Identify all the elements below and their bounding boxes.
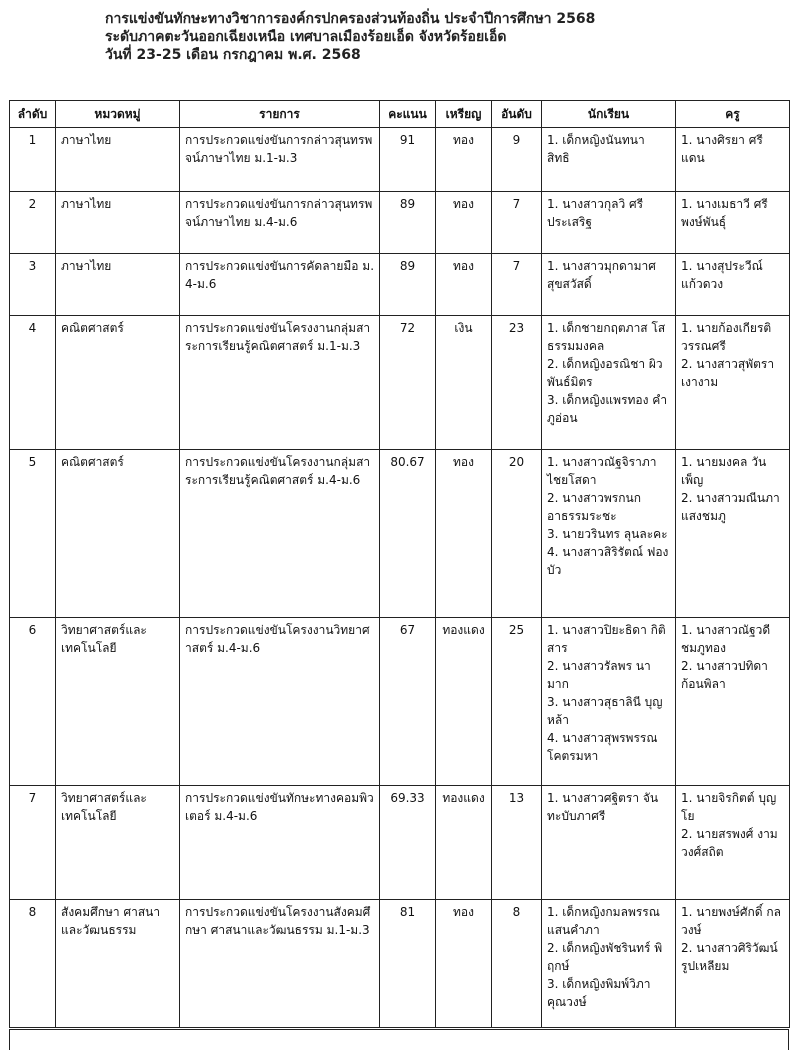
col-header-no: ลำดับ <box>10 101 56 128</box>
cell-no: 7 <box>10 786 56 900</box>
cell-students <box>542 192 676 254</box>
results-table <box>9 100 790 1028</box>
cell-medal: เงิน <box>436 316 492 450</box>
cell-score: 81 <box>380 900 436 1028</box>
teacher-name: 2. นายสรพงศ์ งามวงศ์สถิต <box>681 827 778 859</box>
cell-category: วิทยาศาสตร์และเทคโนโลยี <box>56 786 180 900</box>
cell-students <box>542 900 676 1028</box>
cell-category: คณิตศาสตร์ <box>56 450 180 618</box>
table-row <box>10 618 790 786</box>
table-row <box>10 316 790 450</box>
cell-rank: 25 <box>492 618 542 786</box>
cell-medal: ทอง <box>436 254 492 316</box>
cell-score: 67 <box>380 618 436 786</box>
student-name: 2. เด็กหญิงอรณิชา ผิวพันธ์มิตร <box>547 357 663 389</box>
cell-teachers <box>676 192 790 254</box>
cell-medal: ทอง <box>436 128 492 192</box>
teacher-name: 1. นายจิรกิตต์ บุญโย <box>681 791 777 823</box>
cell-rank: 13 <box>492 786 542 900</box>
teacher-name: 1. นายก้องเกียรติ วรรณศรี <box>681 321 772 353</box>
cell-score: 89 <box>380 254 436 316</box>
cell-teachers <box>676 128 790 192</box>
header-date: วันที่ 23-25 เดือน กรกฎาคม พ.ศ. 2568 <box>105 47 361 63</box>
cell-medal: ทองแดง <box>436 618 492 786</box>
cell-no: 3 <box>10 254 56 316</box>
cell-score: 89 <box>380 192 436 254</box>
col-header-score: คะแนน <box>380 101 436 128</box>
cell-item: การประกวดแข่งขันการคัดลายมือ ม.4-ม.6 <box>180 254 380 316</box>
table-row <box>10 786 790 900</box>
cell-teachers <box>676 618 790 786</box>
cell-rank: 7 <box>492 192 542 254</box>
cell-teachers <box>676 900 790 1028</box>
cell-score: 69.33 <box>380 786 436 900</box>
student-name: 1. นางสาวมุกดามาศ สุขสวัสดิ์ <box>547 259 656 291</box>
cell-students <box>542 450 676 618</box>
col-header-rank: อันดับ <box>492 101 542 128</box>
student-name: 2. เด็กหญิงพัชรินทร์ พิฤกษ์ <box>547 941 663 973</box>
cell-no: 8 <box>10 900 56 1028</box>
teacher-name: 2. นางสาวมณีนภา แสงชมภู <box>681 491 780 523</box>
cell-category: ภาษาไทย <box>56 254 180 316</box>
col-header-students: นักเรียน <box>542 101 676 128</box>
header-subtitle: ระดับภาคตะวันออกเฉียงเหนือ เทศบาลเมืองร้อยเอ็ด จังหวัดร้อยเอ็ด <box>105 29 507 45</box>
cell-item: การประกวดแข่งขันทักษะทางคอมพิวเตอร์ ม.4-ม.6 <box>180 786 380 900</box>
col-header-medal: เหรียญ <box>436 101 492 128</box>
cell-rank: 8 <box>492 900 542 1028</box>
table-row <box>10 128 790 192</box>
table-row <box>10 450 790 618</box>
cell-students <box>542 316 676 450</box>
student-name: 1. นางสาวกุลวิ ศรีประเสริฐ <box>547 197 644 229</box>
table-header-row <box>10 101 790 128</box>
student-name: 2. นางสาวพรกนก อาธรรมระชะ <box>547 491 641 523</box>
student-name: 1. เด็กชายกฤตภาส โสธรรมมงคล <box>547 321 666 353</box>
cell-rank: 23 <box>492 316 542 450</box>
student-name: 1. นางสาวณัฐจิราภา ไชยโสดา <box>547 455 657 487</box>
cell-item: การประกวดแข่งขันโครงงานกลุ่มสาระการเรียนรู้คณิตศาสตร์ ม.4-ม.6 <box>180 450 380 618</box>
teacher-name: 1. นางสาวณัฐวดี ชมภูทอง <box>681 623 771 655</box>
teacher-name: 2. นางสาวศิริวัฒน์ รูปเหลียม <box>681 941 778 973</box>
cell-no: 6 <box>10 618 56 786</box>
cell-score: 91 <box>380 128 436 192</box>
next-row-continuation <box>9 1029 789 1050</box>
cell-students <box>542 786 676 900</box>
cell-no: 5 <box>10 450 56 618</box>
teacher-name: 2. นางสาวปทิดา ก้อนพิลา <box>681 659 768 691</box>
cell-item: การประกวดแข่งขันการกล่าวสุนทรพจน์ภาษาไทย ม.1-ม.3 <box>180 128 380 192</box>
header-title: การแข่งขันทักษะทางวิชาการองค์กรปกครองส่วนท้องถิ่น ประจำปีการศึกษา 2568 <box>105 11 596 27</box>
student-name: 4. นางสาวสุพรพรรณ โคตรมหา <box>547 731 658 763</box>
teacher-name: 1. นายพงษ์ศักดิ์ กลวงษ์ <box>681 905 782 937</box>
cell-students <box>542 254 676 316</box>
table-row <box>10 254 790 316</box>
student-name: 3. นายวรินทร ลุนละคะ <box>547 527 668 541</box>
cell-teachers <box>676 254 790 316</box>
cell-item: การประกวดแข่งขันการกล่าวสุนทรพจน์ภาษาไทย ม.4-ม.6 <box>180 192 380 254</box>
teacher-name: 1. นางสุประวีณ์ แก้วดวง <box>681 259 763 291</box>
student-name: 1. เด็กหญิงกมลพรรณ แสนคำภา <box>547 905 660 937</box>
cell-no: 4 <box>10 316 56 450</box>
cell-medal: ทอง <box>436 900 492 1028</box>
table-row <box>10 900 790 1028</box>
cell-rank: 9 <box>492 128 542 192</box>
cell-medal: ทองแดง <box>436 786 492 900</box>
cell-rank: 20 <box>492 450 542 618</box>
col-header-item: รายการ <box>180 101 380 128</box>
cell-category: สังคมศึกษา ศาสนาและวัฒนธรรม <box>56 900 180 1028</box>
cell-category: ภาษาไทย <box>56 128 180 192</box>
teacher-name: 2. นางสาวสุพัตรา เงางาม <box>681 357 775 389</box>
teacher-name: 1. นางเมธาวี ศรีพงษ์พันธุ์ <box>681 197 768 229</box>
cell-category: คณิตศาสตร์ <box>56 316 180 450</box>
cell-item: การประกวดแข่งขันโครงงานสังคมศึกษา ศาสนาและวัฒนธรรม ม.1-ม.3 <box>180 900 380 1028</box>
cell-students <box>542 128 676 192</box>
cell-teachers <box>676 450 790 618</box>
document-header <box>105 10 595 64</box>
cell-item: การประกวดแข่งขันโครงงานวิทยาศาสตร์ ม.4-ม.6 <box>180 618 380 786</box>
col-header-teachers: ครู <box>676 101 790 128</box>
student-name: 3. เด็กหญิงแพรทอง คำภูอ่อน <box>547 393 668 425</box>
table-row <box>10 192 790 254</box>
teacher-name: 1. นายมงคล วันเพ็ญ <box>681 455 767 487</box>
student-name: 3. เด็กหญิงพิมพ์วิภา คุณวงษ์ <box>547 977 651 1009</box>
cell-students <box>542 618 676 786</box>
cell-teachers <box>676 316 790 450</box>
teacher-name: 1. นางศิรยา ศรีแดน <box>681 133 763 165</box>
student-name: 3. นางสาวสุธาลินี บุญหล้า <box>547 695 663 727</box>
cell-no: 2 <box>10 192 56 254</box>
cell-score: 72 <box>380 316 436 450</box>
cell-no: 1 <box>10 128 56 192</box>
student-name: 2. นางสาวรัลพร นามาก <box>547 659 651 691</box>
col-header-category: หมวดหมู่ <box>56 101 180 128</box>
cell-item: การประกวดแข่งขันโครงงานกลุ่มสาระการเรียนรู้คณิตศาสตร์ ม.1-ม.3 <box>180 316 380 450</box>
cell-category: วิทยาศาสตร์และเทคโนโลยี <box>56 618 180 786</box>
cell-rank: 7 <box>492 254 542 316</box>
cell-medal: ทอง <box>436 450 492 618</box>
cell-teachers <box>676 786 790 900</box>
cell-medal: ทอง <box>436 192 492 254</box>
student-name: 1. เด็กหญิงนันทนา สิทธิ <box>547 133 645 165</box>
student-name: 1. นางสาวปิยะธิดา กิติสาร <box>547 623 666 655</box>
cell-category: ภาษาไทย <box>56 192 180 254</box>
student-name: 1. นางสาวศฐิตรา จันทะบับภาศรี <box>547 791 659 823</box>
student-name: 4. นางสาวสิริรัตณ์ ฟองบัว <box>547 545 669 577</box>
cell-score: 80.67 <box>380 450 436 618</box>
